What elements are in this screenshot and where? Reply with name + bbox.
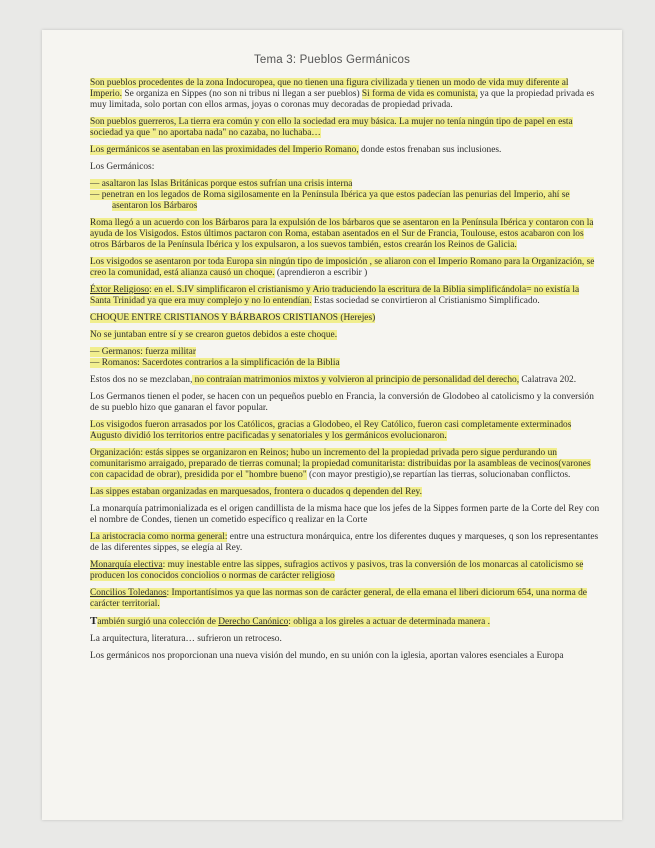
highlighted-text: Los visigodos se asentaron por toda Europa sin ningún tipo de imposición , se aliaron con el Imperio Romano para la Organización, se creo la comunidad, está alianza causó un choque. [90, 257, 595, 278]
clash-bullet-list [90, 347, 600, 369]
highlighted-text: — Germanos: fuerza militar [90, 347, 196, 357]
highlighted-text: Estos últimos pactaron con Roma, estaban asentados en el Sur de Francia, Toulouse, estos acabaron con los otros Bárbaros de la Península Ibérica y los expulsaron, a los suevos también, estos crearán los Reinos de Galicia. [90, 229, 584, 250]
text-segment: La arquitectura, literatura… sufrieron un retroceso. [90, 634, 282, 644]
highlighted-text: Las sippes estaban organizadas en marquesados, frontera o ducados q dependen del Rey. [90, 487, 422, 497]
paragraph-origin [90, 78, 600, 111]
paragraph-germanicos-heading [90, 162, 600, 173]
paragraph-architecture [90, 634, 600, 645]
pen-mark-t: T [90, 615, 98, 627]
text-segment: entre una estructura monárquica, entre los diferentes duques y marqueses, q son los representantes de las diferentes sippes, se elegía al Rey. [90, 532, 599, 553]
underlined-term: Éxtor Religioso [90, 285, 150, 295]
document-page [42, 30, 622, 820]
paragraph-no-mixing [90, 375, 600, 386]
bullet-item [90, 190, 600, 212]
paragraph-elective-monarchy [90, 560, 600, 582]
text-segment: Los germánicos nos proporcionan una nueva visión del mundo, en su unión con la iglesia, aportan valores esenciales a Europa [90, 651, 564, 661]
underlined-term: Monarquía electiva [90, 560, 163, 570]
paragraph-visigoths [90, 257, 600, 279]
text-segment: (aprendieron a escribir ) [274, 268, 368, 278]
text-segment: La monarquía patrimonializada es el origen candillista de la misma hace que los jefes de la Sippes formen parte de la Corte del Rey con el nombre de Condes, tienen un cometido específico q realizar en la Corte [90, 504, 600, 525]
highlighted-text: : muy inestable entre las sippes, sufragios activos y pasivos, tras la conversión de los monarcas al catolicismo se producen los conocidos conciolios o normas de carácter religioso [90, 560, 584, 581]
paragraph-visigoths-destroyed [90, 420, 600, 442]
underlined-term: Concilios Toledanos [90, 588, 167, 598]
paragraph-aristocracy [90, 532, 600, 554]
highlighted-text: CHOQUE ENTRE CRISTIANOS Y BÁRBAROS CRISTIANOS (Herejes) [90, 313, 376, 323]
text-segment: Los Germanos tienen el poder, se hacen con un pequeños pueblo en Francia, la conversión de Glodobeo al catolicismo y la conversión de su pueblo hizo que ganaran el favor popular. [90, 392, 594, 413]
bullet-item [90, 179, 600, 190]
bullet-item [90, 347, 600, 358]
text-segment: Se organiza en Sippes (no son ni tribus ni llegan a ser pueblos) [122, 89, 362, 99]
paragraph-canon-law [90, 616, 600, 628]
germanic-bullet-list [90, 179, 600, 212]
highlighted-text: Los germánicos se asentaban en las proximidades del Imperio Romano, [90, 145, 359, 155]
page-title: Tema 3: Pueblos Germánicos [253, 54, 411, 66]
paragraph-ghettos [90, 330, 600, 341]
highlighted-text: : en el. S.IV simplificaron el cristianismo y Ario traduciendo la escritura de la Biblia simplificándola= no existía la Santa Trinidad ya que era muy complejo y no lo entendían. [90, 285, 580, 306]
paragraph-warriors [90, 117, 600, 139]
highlighted-text: La aristocracia como norma general: [90, 532, 228, 542]
highlighted-text: — asaltaron las Islas Británicas porque estos sufrían una crisis interna [90, 179, 353, 189]
highlighted-text: Organización: estás sippes se organizaron en Reinos; hubo un incremento del la propiedad privada pero sigue perdurando un comunitarismo arraigado, preparado de tierras comunal; la propiedad comunitarista: distribuidas por la asambleas de vecinos(varones con capacidad de obrar), presidida por el "hombre bueno" [90, 448, 591, 480]
highlighted-text: — Romanos: Sacerdotes contrarios a la simplificación de la Biblia [90, 358, 340, 368]
bullet-item [90, 358, 600, 369]
highlighted-text: : obliga a los gireles a actuar de determinada manera . [288, 617, 490, 627]
text-segment: (con mayor prestigio),se repartían las tierras, solucionaban conflictos. [306, 470, 571, 480]
text-segment: Estos dos no se mezclaban, [90, 375, 193, 385]
highlighted-text: Son pueblos procedentes de la zona Indocuropea, que no tienen una figura civilizada y tienen un modo de vida muy diferente al Imperio. [90, 78, 569, 99]
paragraph-religious-factor [90, 285, 600, 307]
text-segment: Los Germánicos: [90, 162, 155, 172]
paragraph-organization [90, 448, 600, 481]
text-segment: Estas sociedad se convirtieron al Cristianismo Simplificado. [311, 296, 540, 306]
section-heading-clash [90, 313, 600, 324]
highlighted-text: : Importantísimos ya que las normas son de carácter general, de ella emana el liberi diciorum 654, una norma de carácter territorial. [90, 588, 587, 609]
highlighted-text: ambién surgió una colección de [97, 617, 219, 627]
paragraph-monarchy [90, 504, 600, 526]
paragraph-settlement [90, 145, 600, 156]
paragraph-sippes [90, 487, 600, 498]
text-segment: Calatrava 202. [519, 375, 577, 385]
highlighted-text: No se juntaban entre sí y se crearon guetos debidos a este choque. [90, 330, 338, 340]
highlighted-text: Son pueblos guerreros, La tierra era común y con ello la sociedad era muy básica. La mujer no tenía ningún tipo de papel en esta sociedad ya que " no aportaba nada" no cazaba, no luchaba… [90, 117, 573, 138]
highlighted-text: Los visigodos fueron arrasados por los Católicos, gracias a Glodobeo, el Rey Católico, fueron casi completamente exterminados Augusto dividió los territorios entre pacificadas y senatoriales y los germánicos evolucionaron. [90, 420, 572, 441]
paragraph-toledo-councils [90, 588, 600, 610]
highlighted-text: Si forma de vida es comunista, [361, 89, 478, 99]
highlighted-text: — penetran en los legados de Roma sigilosamente en la Península Ibérica ya que estos padecían las penurias del Imperio, ahí se asentaron los Bárbaros [90, 190, 570, 211]
underlined-term: Derecho Canónico [218, 617, 289, 627]
highlighted-text: no contraían matrimonios mixtos y volvieron al principio de personalidad del derecho, [192, 375, 520, 385]
text-segment: donde estos frenaban sus inclusiones. [358, 145, 502, 155]
paragraph-germans-power [90, 392, 600, 414]
text-segment: ya que la propiedad privada es muy limitada, solo portan con ellos armas, joyas o coronas muy decoradas de propiedad privada. [90, 89, 595, 110]
paragraph-rome-agreement [90, 218, 600, 251]
paragraph-conclusion [90, 651, 600, 662]
document-body [90, 78, 600, 668]
highlighted-text: Roma llegó a un acuerdo con los Bárbaros para la expulsión de los bárbaros que se asentaron en la Península Ibérica y contaron con la ayuda de los Visigodos. [90, 218, 594, 239]
